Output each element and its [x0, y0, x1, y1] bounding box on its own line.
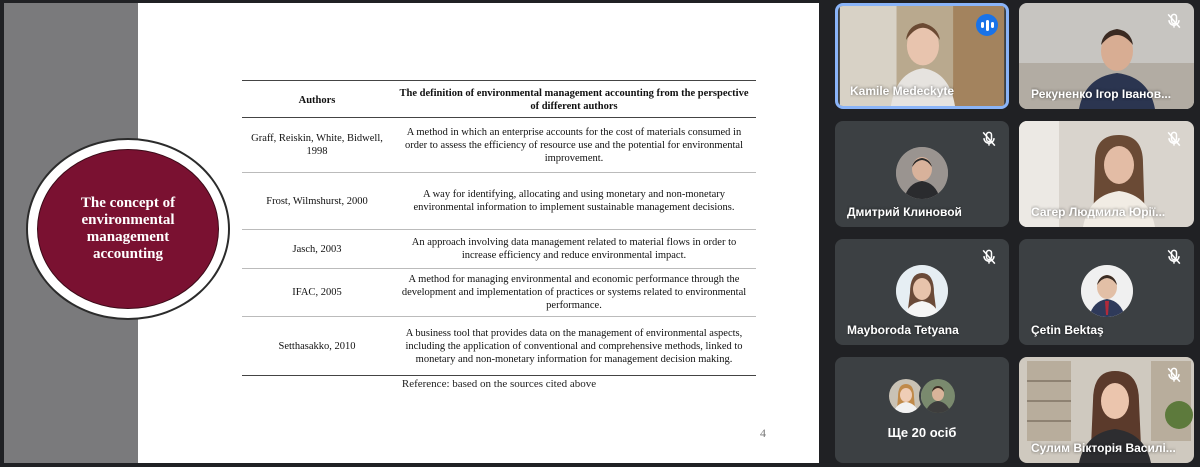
more-participants-avatars — [887, 377, 957, 413]
concept-title: The concept of environmental management accounting — [80, 195, 176, 262]
presentation-slide — [4, 3, 819, 463]
participant-avatar — [896, 147, 948, 199]
participant-name: Çetin Bektaş — [1031, 323, 1104, 337]
table-header-row — [242, 81, 756, 118]
table-cell-definition: A business tool that provides data on the management of environmental aspects, including the application of conventional and comprehensive methods, linked to monetary and non-monetary information for management decision making. — [392, 317, 756, 376]
participant-tile-rekunenko[interactable] — [1019, 3, 1194, 109]
participant-tile-klinovoy[interactable] — [835, 121, 1009, 227]
participant-name: Kamile Medeckyte — [850, 84, 955, 98]
definitions-table — [242, 80, 756, 376]
mic-off-icon — [1164, 365, 1184, 385]
participant-name: Дмитрий Клиновой — [847, 205, 962, 219]
table-cell-definition: An approach involving data management related to material flows in order to increase efficiency and reduce environmental impact. — [392, 230, 756, 269]
mic-off-icon — [1164, 129, 1184, 149]
mic-off-icon — [979, 129, 999, 149]
header-definition: The definition of environmental management accounting from the perspective of different authors — [392, 81, 756, 118]
table-cell-author: IFAC, 2005 — [242, 269, 392, 317]
slide-page-number: 4 — [760, 426, 766, 440]
table-row — [242, 269, 756, 317]
table-row — [242, 317, 756, 376]
table-cell-definition: A method for managing environmental and economic performance through the development and implementation of practices or systems related to environmental performance. — [392, 269, 756, 317]
participant-tile-mayboroda[interactable] — [835, 239, 1009, 345]
mic-off-icon — [979, 247, 999, 267]
table-row — [242, 173, 756, 230]
reference-note: Reference: based on the sources cited above — [401, 378, 597, 390]
table-cell-author: Setthasakko, 2010 — [242, 317, 392, 376]
participant-tile-sager[interactable] — [1019, 121, 1194, 227]
participant-name: Сагер Людмила Юрії... — [1031, 205, 1166, 219]
table-cell-author: Jasch, 2003 — [242, 230, 392, 269]
table-cell-author: Frost, Wilmshurst, 2000 — [242, 173, 392, 230]
participant-avatar — [919, 377, 957, 415]
participant-tile-kamile[interactable] — [835, 3, 1009, 109]
mic-off-icon — [1164, 11, 1184, 31]
participant-tile-sulym[interactable] — [1019, 357, 1194, 463]
more-participants-label: Ще 20 осіб — [887, 425, 957, 440]
table-cell-author: Graff, Reiskin, White, Bidwell, 1998 — [242, 118, 392, 173]
table-cell-definition: A way for identifying, allocating and using monetary and non-monetary environmental information to implement sustainable management decisions. — [392, 173, 756, 230]
table-row — [242, 118, 756, 173]
table-cell-definition: A method in which an enterprise accounts for the cost of materials consumed in order to assess the efficiency of resource use and the potential for environmental improvement. — [392, 118, 756, 173]
more-participants-tile[interactable] — [835, 357, 1009, 463]
participant-avatar — [896, 265, 948, 317]
speaking-indicator-icon — [976, 14, 998, 36]
concept-badge — [26, 138, 230, 320]
participant-name: Рекуненко Ігор Іванов... — [1031, 87, 1172, 101]
participant-name: Сулим Вікторія Василі... — [1031, 441, 1176, 455]
mic-off-icon — [1164, 247, 1184, 267]
header-authors: Authors — [242, 81, 392, 118]
concept-circle — [37, 149, 219, 309]
table-row — [242, 230, 756, 269]
participant-tile-bektas[interactable] — [1019, 239, 1194, 345]
participant-avatar — [1081, 265, 1133, 317]
participant-name: Mayboroda Tetyana — [847, 323, 959, 337]
